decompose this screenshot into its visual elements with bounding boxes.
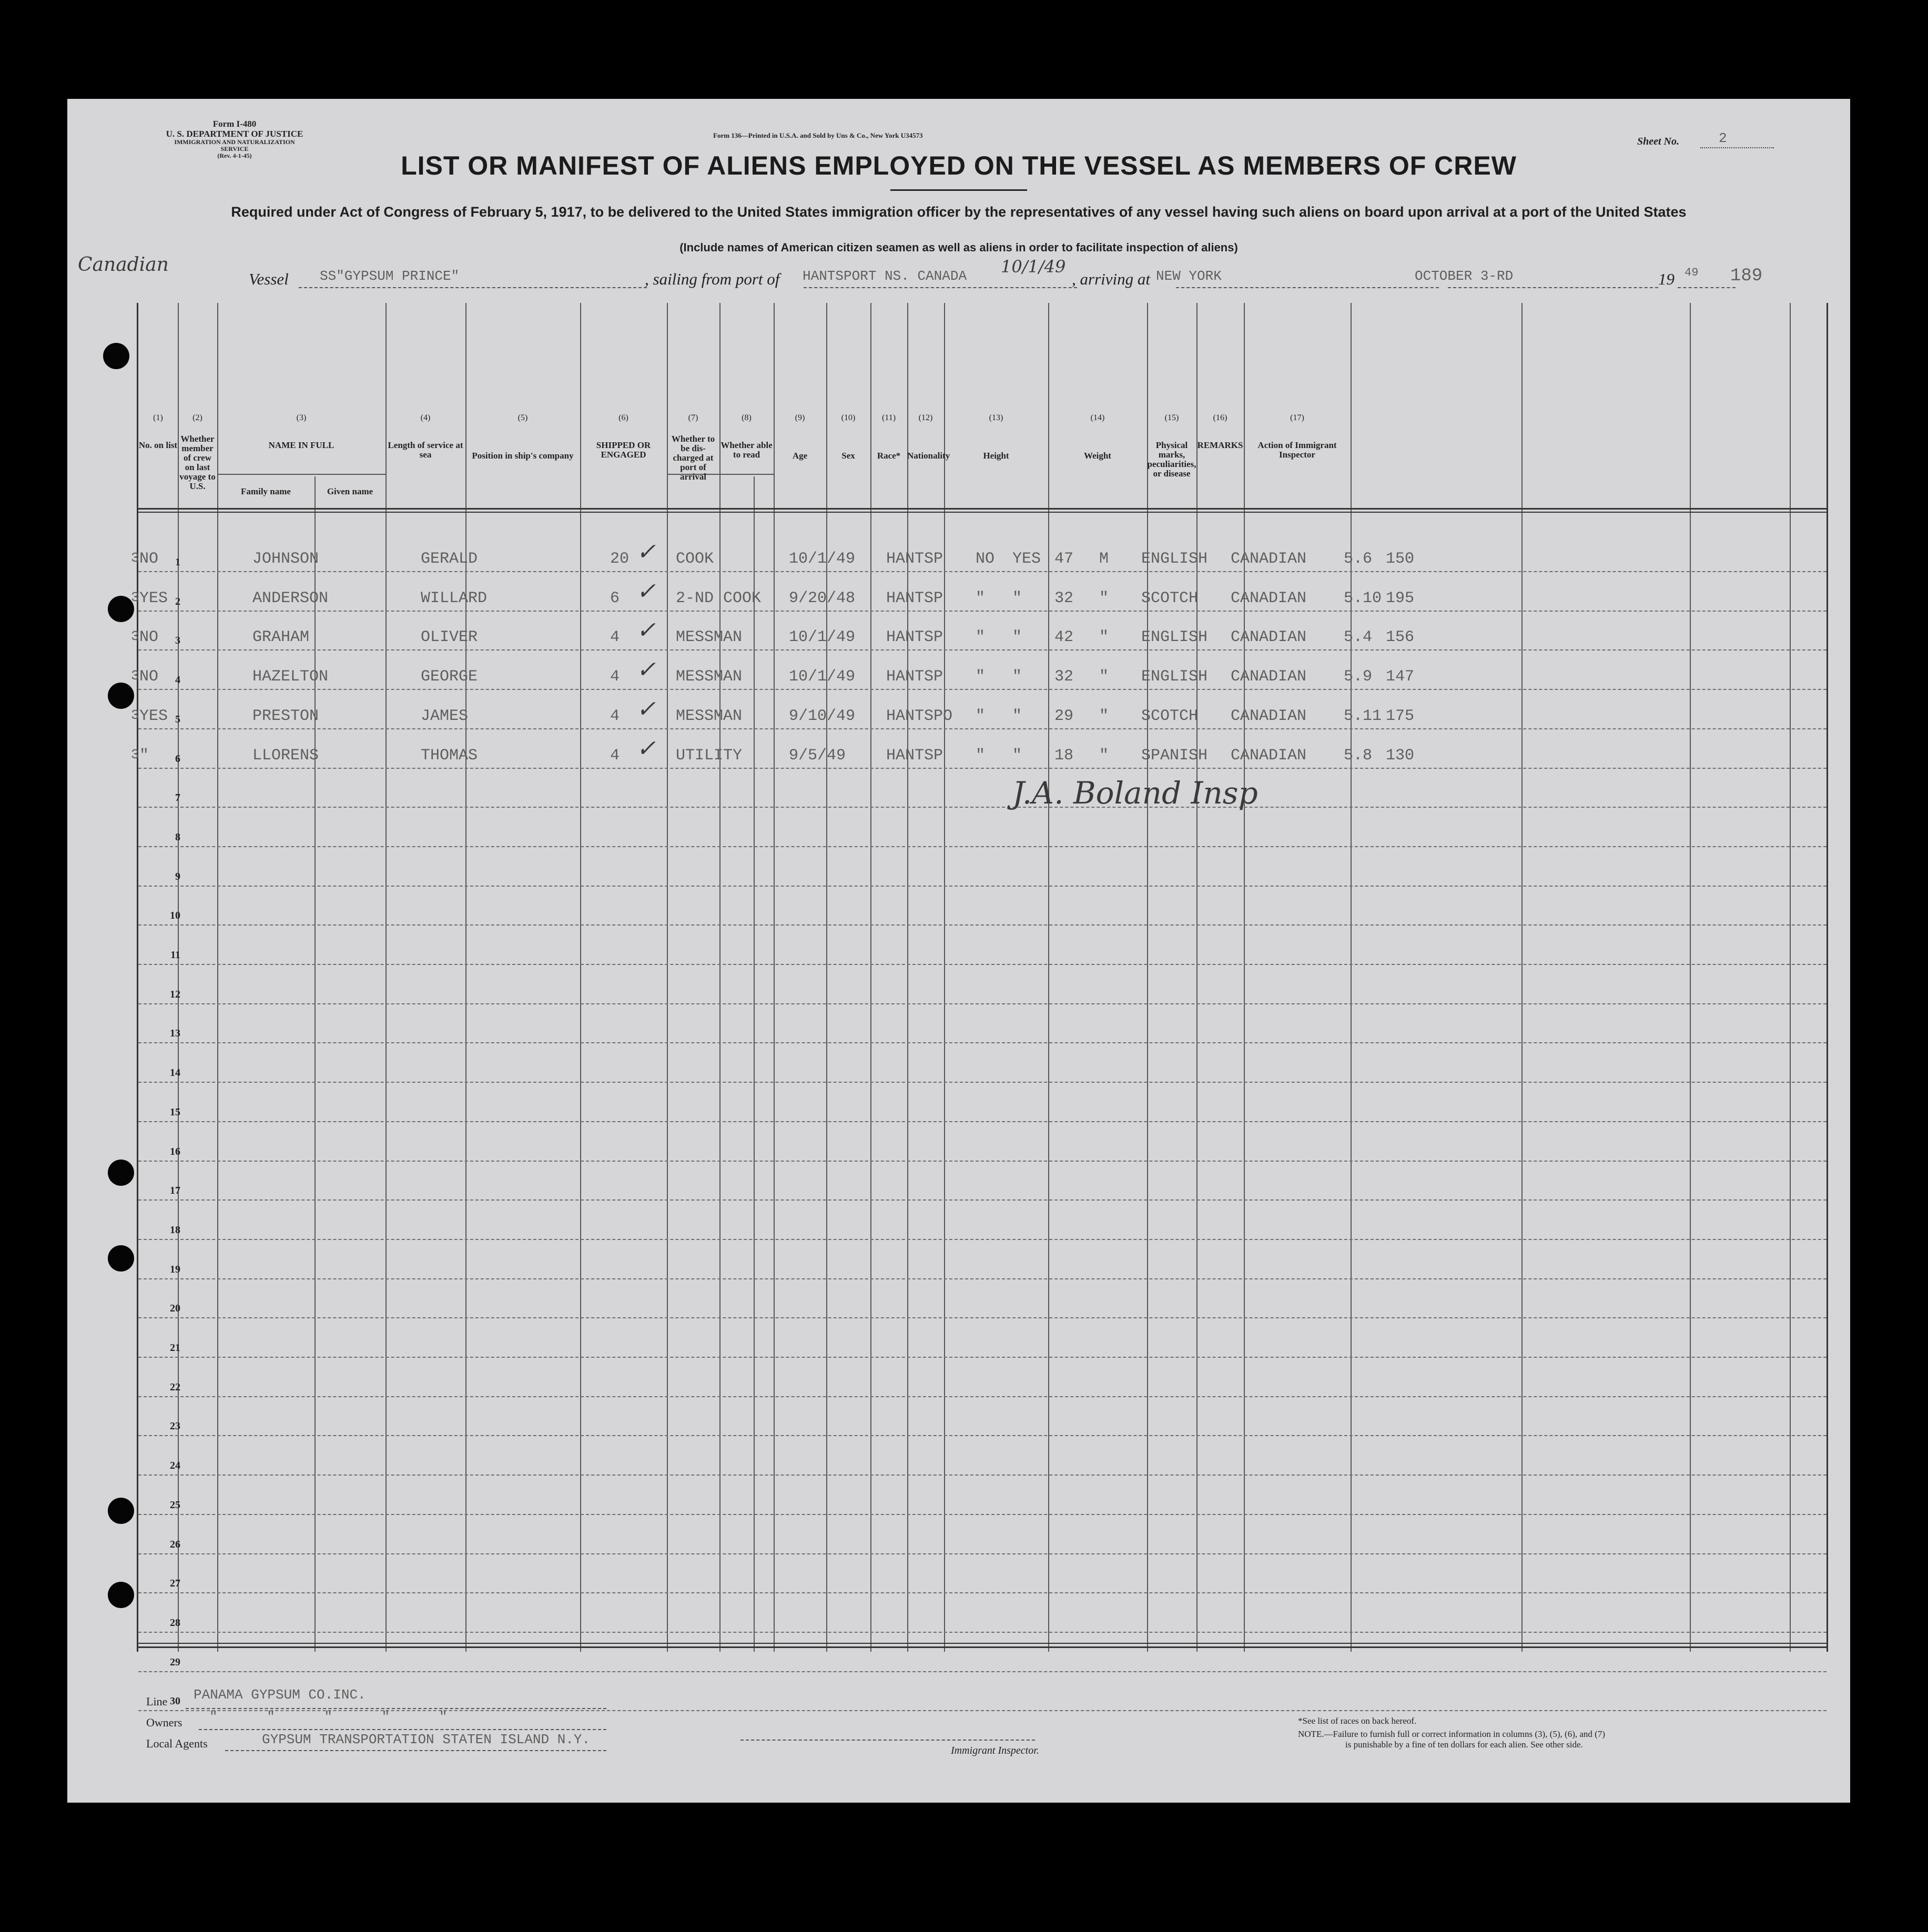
row-rule (138, 1357, 1826, 1358)
header-rule (138, 508, 1826, 510)
row-rule (138, 1671, 1826, 1672)
checkmark-icon: ✓ (636, 538, 656, 565)
col-age: Age (792, 451, 808, 461)
crew-shipped-when: 9/20/48 (789, 589, 856, 607)
footer-rule (138, 1643, 1826, 1644)
punch-hole (103, 343, 129, 369)
crew-given-name: JAMES (421, 707, 469, 725)
sheet-prefix: 3 (131, 589, 139, 605)
crew-position: MESSMAN (676, 668, 743, 686)
crew-discharged: " (976, 589, 986, 607)
sheet-number-label: Sheet No. (1637, 136, 1679, 147)
crew-height: 5.6 (1344, 550, 1373, 568)
row-rule (138, 768, 1826, 769)
crew-discharged: " (976, 707, 986, 725)
crew-previous-voyage: NO (139, 668, 159, 686)
column-rule (178, 303, 179, 1652)
checkmark-icon: ✓ (636, 695, 656, 723)
inspector-label: Immigrant Inspector. (951, 1745, 1039, 1756)
row-rule (138, 1042, 1826, 1043)
col-no-on-list: No. on list (138, 440, 178, 450)
row-number: 4 (175, 674, 180, 686)
column-rule (1790, 303, 1791, 1652)
punch-hole (108, 1582, 134, 1608)
col-sex: Sex (841, 451, 855, 461)
crew-height: 5.4 (1344, 628, 1373, 647)
row-rule (138, 1553, 1826, 1554)
column-rule (580, 303, 581, 1652)
crew-age: 47 (1054, 550, 1074, 568)
crew-length-of-service: 4 (610, 628, 620, 647)
subtitle-note: (Include names of American citizen seamen as well as aliens in order to facilitate inspection of aliens) (679, 241, 1238, 254)
crew-able-to-read: " (1012, 589, 1022, 607)
col-discharged: Whether to be dis-charged at port of arrival (671, 434, 715, 482)
row-rule (138, 1121, 1826, 1122)
owners-value: " " " " " (209, 1709, 448, 1725)
column-rule (217, 303, 218, 1652)
crew-given-name: WILLARD (421, 589, 488, 607)
sheet-prefix: 3 (131, 707, 139, 723)
crew-given-name: OLIVER (421, 628, 478, 647)
crew-position: UTILITY (676, 746, 743, 765)
arrival-year: 49 (1685, 266, 1699, 279)
arriving-line (1176, 287, 1439, 288)
sheet-number: 2 (1719, 130, 1727, 146)
row-number: 26 (170, 1538, 180, 1550)
port-line (804, 287, 1077, 288)
header-rule (138, 512, 1826, 513)
vessel-line (299, 287, 647, 288)
owners-label: Owners (146, 1716, 182, 1729)
crew-age: 42 (1054, 628, 1074, 647)
column-rule (1196, 303, 1198, 1652)
crew-discharged: " (976, 746, 986, 765)
title-rule (890, 189, 1027, 191)
crew-discharged: NO (976, 550, 995, 568)
year-line (1678, 287, 1736, 288)
line-value: PANAMA GYPSUM CO.INC. (194, 1687, 366, 1703)
col-name-in-full: NAME IN FULL (268, 440, 334, 450)
row-number: 15 (170, 1106, 180, 1118)
crew-sex: " (1099, 707, 1109, 725)
crew-position: MESSMAN (676, 628, 743, 647)
row-number: 2 (175, 595, 180, 607)
col-remarks: REMARKS (1197, 440, 1243, 450)
row-rule (138, 571, 1826, 572)
col-given-name: Given name (327, 486, 373, 496)
crew-position: COOK (676, 550, 714, 568)
sheet-prefix: 3 (131, 550, 139, 566)
crew-shipped-when: 10/1/49 (789, 628, 856, 647)
row-rule (138, 649, 1826, 650)
crew-family-name: ANDERSON (252, 589, 329, 607)
col-number: (16) (1213, 413, 1227, 422)
col-race: Race* (877, 451, 901, 461)
crew-race: SCOTCH (1141, 707, 1199, 725)
crew-weight: 175 (1386, 707, 1415, 725)
crew-length-of-service: 6 (610, 589, 620, 607)
crew-sex: M (1099, 550, 1109, 568)
crew-length-of-service: 4 (610, 707, 620, 725)
col-number: (3) (296, 413, 307, 422)
column-rule (465, 303, 466, 1652)
col-shipped-engaged: SHIPPED OR ENGAGED (596, 440, 651, 460)
crew-shipped-where: HANTSP (886, 550, 943, 568)
sheet-prefix: 3 (131, 746, 139, 762)
row-number: 6 (175, 753, 180, 765)
column-rule (1244, 303, 1245, 1652)
col-weight: Weight (1084, 451, 1111, 461)
column-rule (719, 303, 721, 1652)
races-note: *See list of races on back hereof. (1298, 1716, 1417, 1726)
column-rule (1690, 303, 1691, 1652)
column-rule (774, 303, 775, 1652)
vessel-label: Vessel (249, 270, 289, 288)
crew-position: MESSMAN (676, 707, 743, 725)
punch-hole (108, 1160, 134, 1186)
checkmark-icon: ✓ (636, 656, 656, 684)
row-number: 18 (170, 1224, 180, 1236)
column-rule (667, 303, 668, 1652)
year-prefix: 19 (1658, 270, 1675, 288)
crew-shipped-when: 9/5/49 (789, 746, 846, 765)
row-number: 16 (170, 1145, 180, 1157)
row-number: 24 (170, 1460, 180, 1472)
crew-able-to-read: " (1012, 628, 1022, 647)
col-physical-marks: Physical marks, peculiarities, or disease (1147, 440, 1196, 479)
form-number: Form I-480 (212, 119, 257, 129)
crew-height: 5.8 (1344, 746, 1373, 765)
crew-height: 5.11 (1344, 707, 1382, 725)
crew-nationality: CANADIAN (1231, 707, 1307, 725)
sheet-prefix: 3 (131, 628, 139, 645)
crew-previous-voyage: " (139, 746, 149, 765)
column-rule (1048, 303, 1049, 1652)
row-rule (138, 728, 1826, 729)
footer-rule (138, 1646, 1826, 1648)
owners-rule (199, 1729, 606, 1730)
crew-nationality: CANADIAN (1231, 668, 1307, 686)
agents-rule (225, 1750, 606, 1751)
row-number: 9 (175, 870, 180, 882)
row-number: 12 (170, 988, 180, 1000)
col-number: (8) (742, 413, 752, 422)
line-label: Line (146, 1695, 168, 1708)
column-rule (907, 303, 908, 1652)
crew-age: 32 (1054, 589, 1074, 607)
row-number: 8 (175, 831, 180, 843)
col-action-inspector: Action of Immigrant Inspector (1257, 440, 1337, 460)
row-number: 11 (170, 949, 180, 961)
row-number: 19 (170, 1263, 180, 1275)
col-position: Position in ship's company (472, 451, 574, 461)
punch-hole (108, 683, 134, 709)
crew-shipped-where: HANTSP (886, 589, 943, 607)
crew-able-to-read: " (1012, 668, 1022, 686)
col-number: (2) (192, 413, 202, 422)
column-rule (1521, 303, 1523, 1652)
crew-able-to-read: " (1012, 707, 1022, 725)
subtitle: Required under Act of Congress of February 5, 1917, to be delivered to the United States immigration officer by the representatives of any vessel having such aliens on board upon arrival at a port of the United States (231, 204, 1687, 220)
crew-discharged: " (976, 668, 986, 686)
row-number: 17 (170, 1185, 180, 1197)
crew-race: ENGLISH (1141, 628, 1208, 647)
crew-weight: 130 (1386, 746, 1415, 765)
row-rule (138, 1435, 1826, 1436)
crew-length-of-service: 4 (610, 746, 620, 765)
row-rule (138, 1475, 1826, 1476)
row-number: 29 (170, 1656, 180, 1668)
col-height: Height (983, 451, 1009, 461)
inspector-signature: J.A. Boland Insp (1012, 775, 1258, 811)
crew-height: 5.9 (1344, 668, 1373, 686)
crew-age: 29 (1054, 707, 1074, 725)
row-number: 20 (170, 1303, 180, 1315)
col-number: (15) (1164, 413, 1179, 422)
sailing-label: , sailing from port of (645, 270, 780, 288)
department: U. S. DEPARTMENT OF JUSTICE (166, 129, 303, 139)
checkmark-icon: ✓ (636, 617, 656, 644)
col-nationality: Nationality (907, 451, 950, 461)
crew-weight: 195 (1386, 589, 1415, 607)
canadian-stamp: Canadian (78, 254, 169, 276)
crew-sex: " (1099, 746, 1109, 765)
crew-nationality: CANADIAN (1231, 746, 1307, 765)
col-number: (6) (618, 413, 628, 422)
row-rule (138, 1199, 1826, 1201)
crew-family-name: GRAHAM (252, 628, 310, 647)
row-rule (138, 1317, 1826, 1318)
col-number: (1) (153, 413, 163, 422)
row-number: 30 (170, 1695, 180, 1707)
crew-race: ENGLISH (1141, 550, 1208, 568)
crew-height: 5.10 (1344, 589, 1382, 607)
col-number: (9) (795, 413, 805, 422)
date-line (1448, 287, 1658, 288)
row-number: 5 (175, 713, 180, 725)
row-rule (138, 1632, 1826, 1633)
col-previous-voyage: Whether member of crew on last voyage to U.S. (179, 434, 216, 491)
subheader-rule (217, 474, 385, 475)
col-number: (13) (989, 413, 1003, 422)
crew-given-name: GEORGE (421, 668, 478, 686)
crew-nationality: CANADIAN (1231, 550, 1307, 568)
sailing-port: HANTSPORT NS. CANADA (803, 268, 967, 284)
row-rule (138, 1082, 1826, 1083)
row-rule (138, 886, 1826, 887)
revision: (Rev. 4-1-45) (217, 152, 252, 159)
crew-nationality: CANADIAN (1231, 589, 1307, 607)
row-rule (138, 689, 1826, 690)
crew-family-name: HAZELTON (252, 668, 329, 686)
checkmark-icon: ✓ (636, 577, 656, 605)
crew-family-name: PRESTON (252, 707, 319, 725)
crew-position: 2-ND COOK (676, 589, 762, 607)
col-able-to-read: Whether able to read (721, 440, 773, 460)
service: IMMIGRATION AND NATURALIZATION SERVICE (174, 138, 295, 152)
row-number: 14 (170, 1067, 180, 1079)
crew-sex: " (1099, 628, 1109, 647)
manifest-sheet (67, 99, 1850, 1803)
row-number: 13 (170, 1028, 180, 1040)
penalty-note-cont: is punishable by a fine of ten dollars for each alien. See other side. (1345, 1740, 1583, 1750)
row-rule (138, 1161, 1826, 1162)
row-rule (138, 964, 1826, 965)
sheet-code: 189 (1730, 266, 1763, 286)
crew-length-of-service: 4 (610, 668, 620, 686)
row-number: 28 (170, 1616, 180, 1629)
row-rule (138, 807, 1826, 808)
arriving-label: , arriving at (1072, 270, 1150, 288)
row-rule (138, 846, 1826, 847)
arrival-date: OCTOBER 3-RD (1415, 268, 1514, 284)
row-number: 27 (170, 1578, 180, 1590)
vessel-name: SS"GYPSUM PRINCE" (320, 268, 460, 284)
row-number: 10 (170, 910, 180, 922)
col-number: (17) (1290, 413, 1304, 422)
crew-shipped-where: HANTSP (886, 746, 943, 765)
sheet-number-line (1700, 147, 1774, 148)
punch-hole (108, 596, 134, 622)
row-number: 22 (170, 1381, 180, 1393)
crew-shipped-when: 9/10/49 (789, 707, 856, 725)
col-length-of-service: Length of service at sea (388, 440, 463, 460)
crew-given-name: GERALD (421, 550, 478, 568)
column-rule (870, 303, 871, 1652)
crew-sex: " (1099, 589, 1109, 607)
inspector-signature-line (740, 1740, 1035, 1741)
crew-race: SCOTCH (1141, 589, 1199, 607)
crew-previous-voyage: YES (139, 707, 168, 725)
sheet-prefix: 3 (131, 668, 139, 684)
crew-previous-voyage: NO (139, 550, 159, 568)
crew-length-of-service: 20 (610, 550, 630, 568)
crew-shipped-where: HANTSP (886, 628, 943, 647)
row-rule (138, 1514, 1826, 1515)
crew-family-name: LLORENS (252, 746, 319, 765)
row-number: 25 (170, 1499, 180, 1511)
crew-family-name: JOHNSON (252, 550, 319, 568)
row-rule (138, 1239, 1826, 1240)
punch-hole (108, 1498, 134, 1524)
col-number: (5) (517, 413, 528, 422)
crew-able-to-read: " (1012, 746, 1022, 765)
column-rule (1147, 303, 1148, 1652)
col-number: (10) (841, 413, 856, 422)
col-family-name: Family name (241, 486, 291, 496)
arriving-port: NEW YORK (1156, 268, 1222, 284)
printer-line: Form 136—Printed in U.S.A. and Sold by Uns & Co., New York U34573 (713, 131, 923, 139)
col-number: (12) (918, 413, 933, 422)
crew-given-name: THOMAS (421, 746, 478, 765)
crew-race: SPANISH (1141, 746, 1208, 765)
row-number: 3 (175, 635, 180, 647)
column-rule (944, 303, 945, 1652)
row-rule (138, 1592, 1826, 1593)
row-rule (138, 924, 1826, 926)
row-rule (138, 1003, 1826, 1004)
crew-weight: 156 (1386, 628, 1415, 647)
agents-value: GYPSUM TRANSPORTATION STATEN ISLAND N.Y. (262, 1732, 591, 1747)
col-number: (4) (420, 413, 431, 422)
crew-discharged: " (976, 628, 986, 647)
crew-nationality: CANADIAN (1231, 628, 1307, 647)
crew-age: 18 (1054, 746, 1074, 765)
handwritten-date: 10/1/49 (1001, 257, 1066, 277)
crew-weight: 150 (1386, 550, 1415, 568)
crew-shipped-when: 10/1/49 (789, 550, 856, 568)
row-rule (138, 611, 1826, 612)
crew-sex: " (1099, 668, 1109, 686)
page-title: LIST OR MANIFEST OF ALIENS EMPLOYED ON THE VESSEL AS MEMBERS OF CREW (401, 151, 1517, 180)
crew-able-to-read: YES (1012, 550, 1041, 568)
agents-label: Local Agents (146, 1737, 208, 1750)
checkmark-icon: ✓ (636, 735, 656, 762)
crew-shipped-when: 10/1/49 (789, 668, 856, 686)
punch-hole (108, 1245, 134, 1272)
column-rule (1351, 303, 1352, 1652)
col-number: (7) (688, 413, 698, 422)
crew-race: ENGLISH (1141, 668, 1208, 686)
col-number: (14) (1090, 413, 1105, 422)
crew-previous-voyage: NO (139, 628, 159, 647)
crew-weight: 147 (1386, 668, 1415, 686)
row-rule (138, 1278, 1826, 1279)
row-number: 23 (170, 1420, 180, 1432)
crew-age: 32 (1054, 668, 1074, 686)
col-number: (11) (881, 413, 896, 422)
column-rule (385, 303, 387, 1652)
row-number: 21 (170, 1342, 180, 1354)
crew-shipped-where: HANTSPO (886, 707, 953, 725)
penalty-note: NOTE.—Failure to furnish full or correct information in columns (3), (5), (6), and (7) (1298, 1729, 1605, 1739)
column-rule (826, 303, 827, 1652)
crew-previous-voyage: YES (139, 589, 168, 607)
row-number: 1 (175, 556, 180, 568)
row-number: 7 (175, 792, 180, 804)
row-rule (138, 1396, 1826, 1397)
crew-shipped-where: HANTSP (886, 668, 943, 686)
